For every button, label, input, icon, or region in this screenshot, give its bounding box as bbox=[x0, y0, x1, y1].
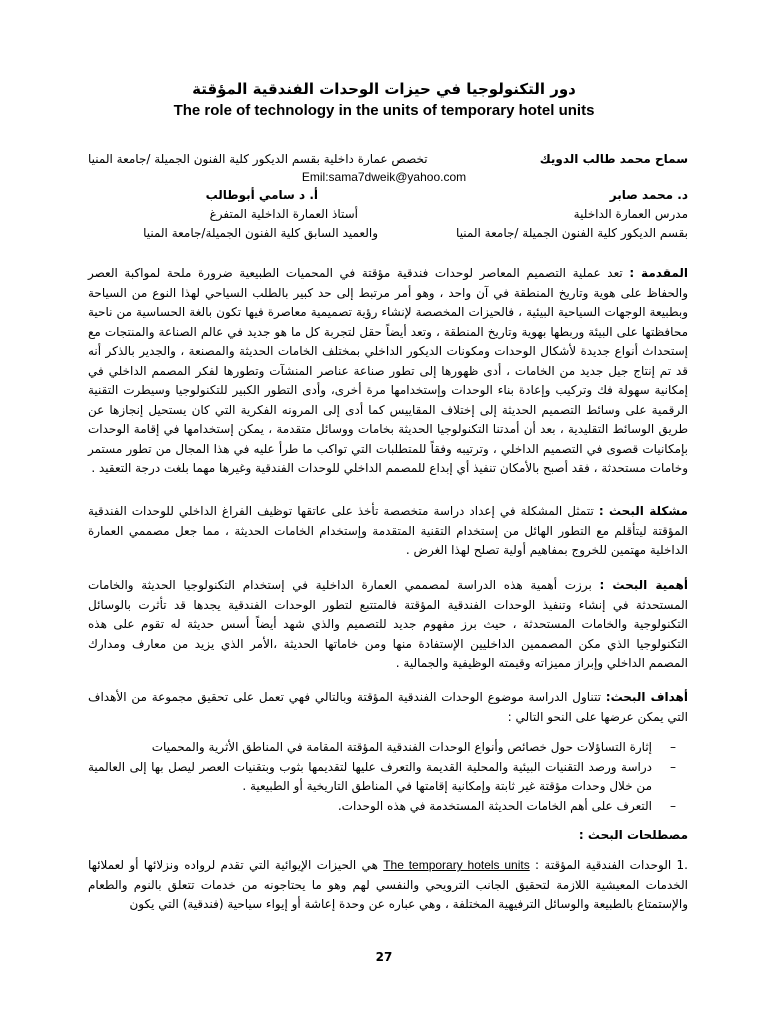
section-importance bbox=[88, 576, 688, 674]
objective-item-2: دراسة ورصد التقنيات البيئية والمحلية القديمة والتعرف عليها لتقديمها بثوب وبتقنيات العصر ليصل بها إلى العالمية من خلال وحدات مؤقتة غير ثابتة وإمكانية إقامتها في المناطق التاريخية أو الطبيعية . bbox=[88, 759, 652, 793]
objective-item-1: إثارة التساؤلات حول خصائص وأنواع الوحدات الفندقية المؤقتة المقامة في المناطق الأثرية والمحميات bbox=[151, 740, 652, 754]
author-primary-name: سماح محمد طالب الدويك bbox=[539, 152, 688, 166]
supervisor-1-department: بقسم الديكور كلية الفنون الجميلة /جامعة المنيا bbox=[456, 226, 688, 240]
author-supervisor-1 bbox=[428, 186, 688, 243]
objectives-list bbox=[88, 738, 688, 816]
term-english: The temporary hotels units bbox=[383, 858, 530, 872]
section-problem bbox=[88, 502, 688, 561]
supervisor-2-name: أ. د سامي أبوطالب bbox=[205, 188, 318, 202]
section-objectives bbox=[88, 688, 688, 727]
title-arabic: دور التكنولوجيا في حيزات الوحدات الفندقية المؤقتة bbox=[192, 80, 576, 98]
title-english: The role of technology in the units of temporary hotel units bbox=[173, 102, 595, 119]
author-email: Emil:sama7dweik@yahoo.com bbox=[301, 170, 467, 184]
term-number: .1 bbox=[676, 858, 688, 872]
section-terms bbox=[88, 856, 688, 915]
dash-bullet: – bbox=[670, 798, 676, 813]
introduction-heading: المقدمة : bbox=[629, 266, 688, 280]
problem-text: تتمثل المشكلة في إعداد دراسة متخصصة تأخذ على عاتقها توظيف الفراغ الداخلي للوحدات الفندقية المؤقتة ليتأقلم مع التطور الهائل من إستخدام التقنية المتقدمة وإستخدام الخامات الحديثة ، مما جعل مصممي العمارة الداخلية مهتمين للخروج بمفاهيم أولية تصلح لهذا الغرض . bbox=[88, 504, 688, 557]
supervisor-1-name: د. محمد صابر bbox=[609, 188, 688, 202]
author-supervisor-2 bbox=[78, 186, 378, 243]
supervisor-2-title: أستاذ العمارة الداخلية المتفرغ bbox=[209, 207, 358, 221]
problem-heading: مشكلة البحث : bbox=[598, 504, 688, 518]
supervisor-2-department: والعميد السابق كلية الفنون الجميلة/جامعة المنيا bbox=[143, 226, 378, 240]
page-number: 27 bbox=[375, 950, 393, 964]
terms-heading: مصطلحات البحث : bbox=[578, 828, 688, 842]
section-terms-heading bbox=[88, 826, 688, 846]
author-primary bbox=[88, 152, 688, 166]
dash-bullet: – bbox=[670, 740, 676, 754]
objectives-heading: أهداف البحث: bbox=[605, 690, 688, 704]
dash-bullet: – bbox=[670, 759, 676, 774]
term-arabic: الوحدات الفندقية المؤقتة : bbox=[535, 858, 672, 872]
supervisor-1-title: مدرس العمارة الداخلية bbox=[573, 207, 688, 221]
objectives-text: تتناول الدراسة موضوع الوحدات الفندقية المؤقتة وبالتالي فهي تعمل على تحقيق مجموعة من الأهداف التي يمكن عرضها على النحو التالي : bbox=[88, 690, 688, 724]
list-item bbox=[88, 738, 688, 758]
importance-heading: أهمية البحث : bbox=[599, 578, 688, 592]
importance-text: برزت أهمية هذه الدراسة لمصممي العمارة الداخلية في إستخدام التكنولوجيا الحديثة والخامات المستحدثة في إنشاء وتنفيذ الوحدات الفندقية المؤقتة فالمتتبع لتطور الوحدات الفندقية يجدها قد تأثرت بالوسائل التكنولوجية والخامات المستحدثة ، حيث برز مفهوم جديد للتصميم والذي شهد أيضاً أسس حديثة له تقوم على هذه التكنولوجيا الذي مكن المصممين الداخليين الإستفادة منها ومن خاماتها الحديثة ،الأمر الذي يزيد من معارف ومدارك المصمم الداخلي وإبراز مميزاته وقيمته الوظيفية والجمالية . bbox=[88, 578, 688, 670]
author-primary-affiliation: تخصص عمارة داخلية بقسم الديكور كلية الفنون الجميلة /جامعة المنيا bbox=[88, 152, 428, 166]
introduction-text: تعد عملية التصميم المعاصر لوحدات فندقية مؤقتة في المحميات الطبيعية ضرورة ملحة لمواكبة العصر والحفاظ على هوية وتاريخ المنطقة في آن واحد ، وهو أمر مرتبط إلى حد كبير بالطلب السياحي لهذا النوع من السياحة وبطبيعة الوجهات السياحية البيئية ، فالحيزات المخصصة لإنشاء رؤية تصميمية معاصرة فيها تكون بالغة الحساسية من ناحية محافظتها على البيئة وربطها بهوية وتاريخ المنطقة ، وتعد أيضاً حقل لتجربة كل ما هو جديد في عالم الصناعة والمنتجات مع إستحداث أنواع جديدة لأشكال الوحدات ومكونات الديكور الداخلي بمختلف الخامات الحديثة والمصنعة ، والجدير بالذكر أنه قد تم إنتاج جيل جديد من الخامات ، أدى ظهورها إلى تطور صناعة عناصر المنشآت وتطورها لفكر المصمم الداخلي في إمكانية سهولة فك وتركيب وإعادة بناء الوحدات وإستخدامها مرة أخرى، وأدى التطور الكبير للتكنولوجيا وسيطرت التقنية الرقمية على وسائط التصميم الحديثة إلى إختلاف المقاييس كما أدى إلى المرونه الفكرية التي كان يستحيل إنجازها عن طريق الوسائط التقليدية ، بعد أن أمدتنا التكنولوجيا الحديثة بخامات ووسائل متقدمة ، يمكن إستخدامها في إقامة الوحدات بإمكانيات قصوى في التصميم الداخلي ، وترتيبه وفقاً للمتطلبات التي تواكب ما طرأ عليه في هذا المجال من تطور مستمر وخامات مستحدثة ، فقد أصبح بالأمكان تنفيذ أي إبداع للمصمم الداخلي للوحدات الفندقية وغيرها مهما بلغت درجة التعقيد . bbox=[88, 266, 688, 475]
section-introduction bbox=[88, 264, 688, 479]
term-definition: هي الحيزات الإيوائية التي تقدم لرواده ونزلائها أو لعملائها الخدمات المعيشية اللازمة لتحقيق الجانب الترويحي والنفسي لهم وهو ما يحتاجونه من خدمات تتعلق بالنوم والطعام والإستمتاع بالطبيعة والوسائل الترفيهية المختلفة ، وهي عباره عن وحدة إعاشة أو إيواء سياحية (فندقية) التي يكون bbox=[88, 858, 688, 911]
list-item bbox=[88, 758, 688, 797]
list-item bbox=[88, 797, 688, 817]
objective-item-3: التعرف على أهم الخامات الحديثة المستخدمة في هذه الوحدات. bbox=[337, 798, 652, 813]
